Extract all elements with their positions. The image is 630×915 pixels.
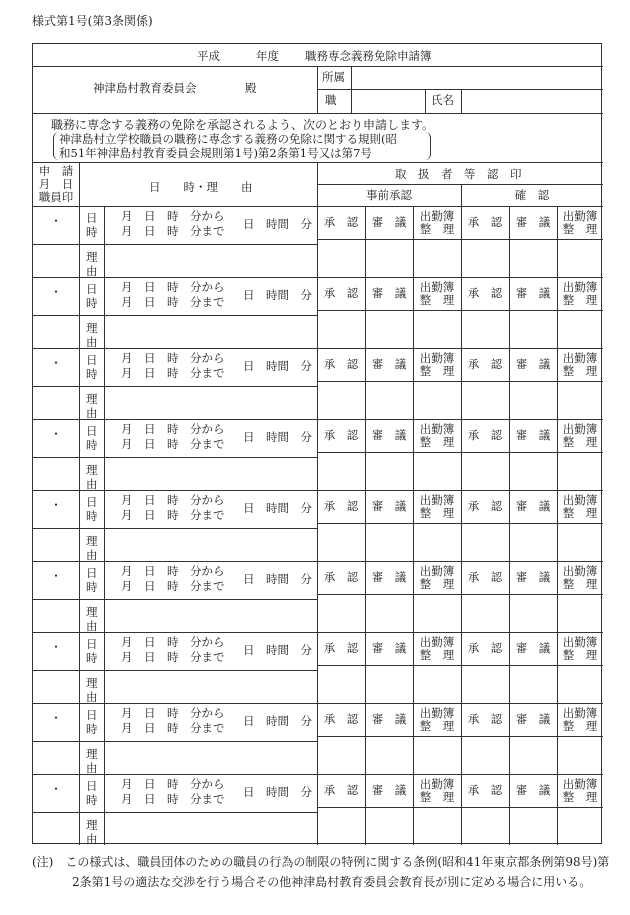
reason-field[interactable] (105, 458, 316, 489)
seal-label: 審 議 (371, 357, 407, 371)
seal-label: 承 認 (467, 286, 503, 300)
notes (32, 852, 612, 892)
seal-box[interactable] (318, 666, 364, 702)
seal-label: 承 認 (323, 783, 359, 797)
day-time-label: 日 時 (86, 566, 98, 594)
position-field[interactable] (352, 90, 424, 112)
seal-label: 出勤簿 整 理 (562, 493, 598, 520)
application-date[interactable]: ・ (50, 569, 62, 583)
seal-label: 出勤簿 整 理 (419, 706, 455, 733)
seal-box[interactable] (366, 311, 412, 347)
seal-box[interactable] (462, 311, 508, 347)
seal-label: 承 認 (467, 783, 503, 797)
seal-box[interactable] (366, 382, 412, 418)
seal-label: 審 議 (515, 215, 551, 229)
addressee-board: 神津島村教育委員会 (93, 81, 197, 95)
to-time[interactable]: 月 日 時 分まで (121, 437, 225, 451)
note-line2: 2条第1号の適法な交渉を行う場合その他神津島村教育委員会教育長が別に定める場合に用いる。 (72, 875, 592, 889)
application-date[interactable]: ・ (50, 711, 62, 725)
seal-box[interactable] (558, 737, 602, 773)
seal-box[interactable] (462, 453, 508, 489)
seal-box[interactable] (558, 240, 602, 276)
reason-label: 理 由 (86, 747, 98, 775)
seal-label: 審 議 (515, 783, 551, 797)
seal-box[interactable] (318, 524, 364, 560)
reason-field[interactable] (105, 387, 316, 418)
seal-box[interactable] (414, 311, 460, 347)
seal-box[interactable] (318, 737, 364, 773)
seal-box[interactable] (366, 524, 412, 560)
seal-label: 承 認 (323, 712, 359, 726)
seal-box[interactable] (414, 240, 460, 276)
reason-field[interactable] (105, 600, 316, 631)
reason-field[interactable] (105, 529, 316, 560)
seal-box[interactable] (510, 666, 556, 702)
seal-box[interactable] (558, 524, 602, 560)
header-applicant-line3: 職員印 (38, 190, 74, 204)
seal-box[interactable] (462, 666, 508, 702)
seal-box[interactable] (462, 595, 508, 631)
from-time[interactable]: 月 日 時 分から (121, 564, 225, 578)
duration[interactable]: 日 時間 分 (243, 572, 312, 586)
seal-label: 承 認 (323, 286, 359, 300)
seal-box[interactable] (510, 453, 556, 489)
application-date[interactable]: ・ (50, 427, 62, 441)
to-time[interactable]: 月 日 時 分まで (121, 650, 225, 664)
seal-box[interactable] (366, 240, 412, 276)
duration[interactable]: 日 時間 分 (243, 430, 312, 444)
seal-label: 承 認 (323, 215, 359, 229)
form-label: 様式第1号(第3条関係) (32, 14, 153, 28)
seal-label: 審 議 (515, 428, 551, 442)
seal-label: 出勤簿 整 理 (419, 209, 455, 236)
form-title: 職務専念義務免除申請簿 (305, 49, 432, 63)
duration[interactable]: 日 時間 分 (243, 217, 312, 231)
seal-box[interactable] (366, 453, 412, 489)
seal-label: 審 議 (515, 641, 551, 655)
to-time[interactable]: 月 日 時 分まで (121, 792, 225, 806)
header-datetime-reason: 日 時・理 由 (149, 180, 253, 194)
note-line1: (注) この様式は、職員団体のための職員の行為の制限の特例に関する条例(昭和41年東京都条例第98号)第 (32, 855, 610, 869)
position-label: 職 (325, 93, 337, 107)
day-time-label: 日 時 (86, 282, 98, 310)
reason-field[interactable] (105, 245, 316, 276)
day-time-label: 日 時 (86, 779, 98, 807)
seal-box[interactable] (366, 595, 412, 631)
header-applicant-line2: 月 日 (38, 177, 74, 191)
seal-box[interactable] (462, 808, 508, 844)
seal-box[interactable] (414, 666, 460, 702)
seal-label: 出勤簿 整 理 (562, 422, 598, 449)
seal-label: 審 議 (371, 286, 407, 300)
seal-label: 承 認 (467, 499, 503, 513)
application-date[interactable]: ・ (50, 640, 62, 654)
day-time-label: 日 時 (86, 211, 98, 239)
seal-label: 審 議 (371, 712, 407, 726)
seal-box[interactable] (558, 666, 602, 702)
seal-box[interactable] (318, 382, 364, 418)
day-time-label: 日 時 (86, 637, 98, 665)
seal-label: 出勤簿 整 理 (562, 635, 598, 662)
reason-label: 理 由 (86, 250, 98, 278)
header-handlers: 取 扱 者 等 認 印 (395, 167, 522, 181)
seal-box[interactable] (510, 382, 556, 418)
to-time[interactable]: 月 日 時 分まで (121, 224, 225, 238)
seal-box[interactable] (414, 453, 460, 489)
seal-label: 審 議 (371, 570, 407, 584)
seal-label: 承 認 (323, 641, 359, 655)
reason-label: 理 由 (86, 463, 98, 491)
seal-label: 出勤簿 整 理 (419, 635, 455, 662)
to-time[interactable]: 月 日 時 分まで (121, 295, 225, 309)
seal-box[interactable] (558, 453, 602, 489)
seal-box[interactable] (510, 311, 556, 347)
reason-field[interactable] (105, 316, 316, 347)
application-form-table (32, 43, 602, 844)
from-time[interactable]: 月 日 時 分から (121, 777, 225, 791)
to-time[interactable]: 月 日 時 分まで (121, 366, 225, 380)
seal-box[interactable] (558, 311, 602, 347)
application-date[interactable]: ・ (50, 214, 62, 228)
from-time[interactable]: 月 日 時 分から (121, 493, 225, 507)
title-year-label: 年度 (256, 49, 279, 63)
from-time[interactable]: 月 日 時 分から (121, 351, 225, 365)
header-confirmation: 確 認 (514, 188, 550, 202)
seal-box[interactable] (414, 524, 460, 560)
seal-box[interactable] (318, 595, 364, 631)
reason-label: 理 由 (86, 392, 98, 420)
seal-box[interactable] (462, 382, 508, 418)
seal-label: 審 議 (371, 499, 407, 513)
affiliation-field[interactable] (352, 67, 602, 89)
seal-label: 承 認 (323, 357, 359, 371)
seal-label: 出勤簿 整 理 (562, 564, 598, 591)
day-time-label: 日 時 (86, 708, 98, 736)
seal-label: 審 議 (371, 641, 407, 655)
seal-label: 出勤簿 整 理 (419, 777, 455, 804)
duration[interactable]: 日 時間 分 (243, 359, 312, 373)
rule-reference-line1: 神津島村立学校職員の職務に専念する義務の免除に関する規則(昭 (59, 132, 397, 146)
from-time[interactable]: 月 日 時 分から (121, 635, 225, 649)
duration[interactable]: 日 時間 分 (243, 785, 312, 799)
reason-label: 理 由 (86, 605, 98, 633)
duration[interactable]: 日 時間 分 (243, 501, 312, 515)
seal-label: 承 認 (467, 215, 503, 229)
seal-box[interactable] (366, 808, 412, 844)
seal-label: 出勤簿 整 理 (562, 351, 598, 378)
seal-label: 審 議 (515, 286, 551, 300)
seal-label: 出勤簿 整 理 (562, 209, 598, 236)
reason-label: 理 由 (86, 534, 98, 562)
reason-label: 理 由 (86, 676, 98, 704)
seal-label: 出勤簿 整 理 (419, 493, 455, 520)
duration[interactable]: 日 時間 分 (243, 643, 312, 657)
seal-box[interactable] (414, 808, 460, 844)
seal-label: 出勤簿 整 理 (562, 706, 598, 733)
seal-label: 承 認 (467, 428, 503, 442)
to-time[interactable]: 月 日 時 分まで (121, 579, 225, 593)
seal-label: 出勤簿 整 理 (419, 351, 455, 378)
seal-box[interactable] (414, 595, 460, 631)
seal-label: 承 認 (323, 570, 359, 584)
day-time-label: 日 時 (86, 424, 98, 452)
seal-box[interactable] (318, 311, 364, 347)
reason-field[interactable] (105, 671, 316, 702)
reason-field[interactable] (105, 742, 316, 773)
seal-box[interactable] (510, 595, 556, 631)
seal-label: 審 議 (515, 357, 551, 371)
seal-label: 出勤簿 整 理 (419, 422, 455, 449)
seal-label: 出勤簿 整 理 (562, 777, 598, 804)
seal-label: 承 認 (467, 641, 503, 655)
seal-box[interactable] (366, 737, 412, 773)
affiliation-label: 所属 (322, 70, 345, 84)
seal-box[interactable] (558, 382, 602, 418)
header-prior-approval: 事前承認 (366, 188, 412, 202)
seal-box[interactable] (510, 240, 556, 276)
seal-label: 出勤簿 整 理 (419, 564, 455, 591)
seal-box[interactable] (318, 453, 364, 489)
seal-label: 承 認 (467, 570, 503, 584)
duration[interactable]: 日 時間 分 (243, 714, 312, 728)
name-label: 氏名 (431, 93, 454, 107)
to-time[interactable]: 月 日 時 分まで (121, 721, 225, 735)
reason-label: 理 由 (86, 818, 98, 846)
application-date[interactable]: ・ (50, 498, 62, 512)
seal-box[interactable] (510, 524, 556, 560)
from-time[interactable]: 月 日 時 分から (121, 422, 225, 436)
seal-label: 承 認 (467, 357, 503, 371)
seal-label: 審 議 (515, 499, 551, 513)
seal-label: 審 議 (371, 215, 407, 229)
seal-label: 審 議 (371, 428, 407, 442)
duration[interactable]: 日 時間 分 (243, 288, 312, 302)
reason-label: 理 由 (86, 321, 98, 349)
header-applicant-line1: 申 請 (38, 164, 74, 178)
application-date[interactable]: ・ (50, 356, 62, 370)
seal-box[interactable] (510, 808, 556, 844)
seal-label: 審 議 (515, 712, 551, 726)
title-era: 平成 (197, 49, 220, 63)
application-date[interactable]: ・ (50, 285, 62, 299)
addressee-honorific: 殿 (245, 81, 257, 95)
from-time[interactable]: 月 日 時 分から (121, 280, 225, 294)
application-date[interactable]: ・ (50, 782, 62, 796)
seal-box[interactable] (318, 240, 364, 276)
seal-box[interactable] (558, 595, 602, 631)
seal-label: 承 認 (323, 428, 359, 442)
seal-label: 審 議 (371, 783, 407, 797)
to-time[interactable]: 月 日 時 分まで (121, 508, 225, 522)
rule-reference-line2: 和51年神津島村教育委員会規則第1号)第2条第1号又は第7号 (59, 146, 372, 160)
day-time-label: 日 時 (86, 495, 98, 523)
seal-label: 審 議 (515, 570, 551, 584)
seal-box[interactable] (462, 737, 508, 773)
from-time[interactable]: 月 日 時 分から (121, 706, 225, 720)
seal-label: 承 認 (467, 712, 503, 726)
seal-box[interactable] (462, 524, 508, 560)
intro-text: 職務に専念する義務の免除を承認されるよう、次のとおり申請します。 (51, 118, 435, 132)
from-time[interactable]: 月 日 時 分から (121, 209, 225, 223)
seal-label: 出勤簿 整 理 (419, 280, 455, 307)
seal-box[interactable] (558, 808, 602, 844)
seal-box[interactable] (318, 808, 364, 844)
seal-label: 出勤簿 整 理 (562, 280, 598, 307)
seal-box[interactable] (414, 737, 460, 773)
name-field[interactable] (462, 90, 602, 112)
seal-box[interactable] (414, 382, 460, 418)
seal-label: 承 認 (323, 499, 359, 513)
seal-box[interactable] (366, 666, 412, 702)
day-time-label: 日 時 (86, 353, 98, 381)
reason-field[interactable] (105, 813, 316, 844)
seal-box[interactable] (462, 240, 508, 276)
seal-box[interactable] (510, 737, 556, 773)
